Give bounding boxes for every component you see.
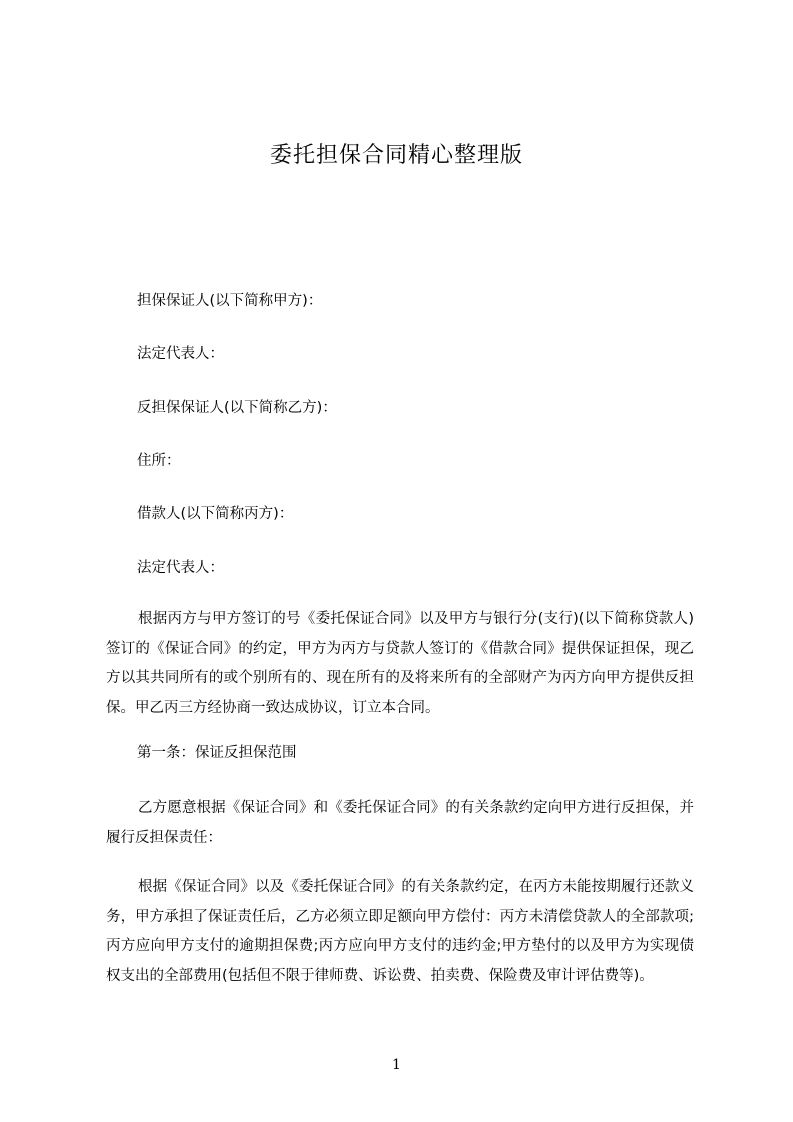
field-legal-representative-c: 法定代表人： — [137, 560, 224, 576]
article-1-paragraph-1: 乙方愿意根据《保证合同》和《委托保证合同》的有关条款约定向甲方进行反担保，并履行反担保责任： — [106, 800, 694, 846]
field-guarantor: 担保保证人(以下简称甲方)： — [137, 293, 323, 309]
article-1-heading: 第一条：保证反担保范围 — [137, 745, 297, 761]
document-title: 委托担保合同精心整理版 — [269, 143, 523, 168]
field-borrower: 借款人(以下简称丙方)： — [137, 506, 294, 522]
page-number: 1 — [392, 1057, 401, 1073]
field-legal-representative-a: 法定代表人： — [137, 346, 224, 362]
intro-paragraph: 根据丙方与甲方签订的号《委托保证合同》以及甲方与银行分(支行)(以下简称贷款人)签订的《保证合同》的约定，甲方为丙方与贷款人签订的《借款合同》提供保证担保，现乙方以其共同所有的或个别所有的、现在所有的及将来所有的全部财产为丙方向甲方提供反担保。甲乙丙三方经协商一致达成协议，订立本合同。 — [106, 611, 694, 716]
field-counter-guarantor: 反担保保证人(以下简称乙方)： — [137, 400, 337, 416]
field-address: 住所： — [137, 453, 181, 469]
article-1-paragraph-2: 根据《保证合同》以及《委托保证合同》的有关条款约定，在丙方未能按期履行还款义务，甲方承担了保证责任后，乙方必须立即足额向甲方偿付：丙方未清偿贷款人的全部款项;丙方应向甲方支付的逾期担保费;丙方应向甲方支付的违约金;甲方垫付的以及甲方为实现债权支出的全部费用(包括但不限于律师费、诉讼费、拍卖费、保险费及审计评估费等)。 — [106, 879, 694, 984]
